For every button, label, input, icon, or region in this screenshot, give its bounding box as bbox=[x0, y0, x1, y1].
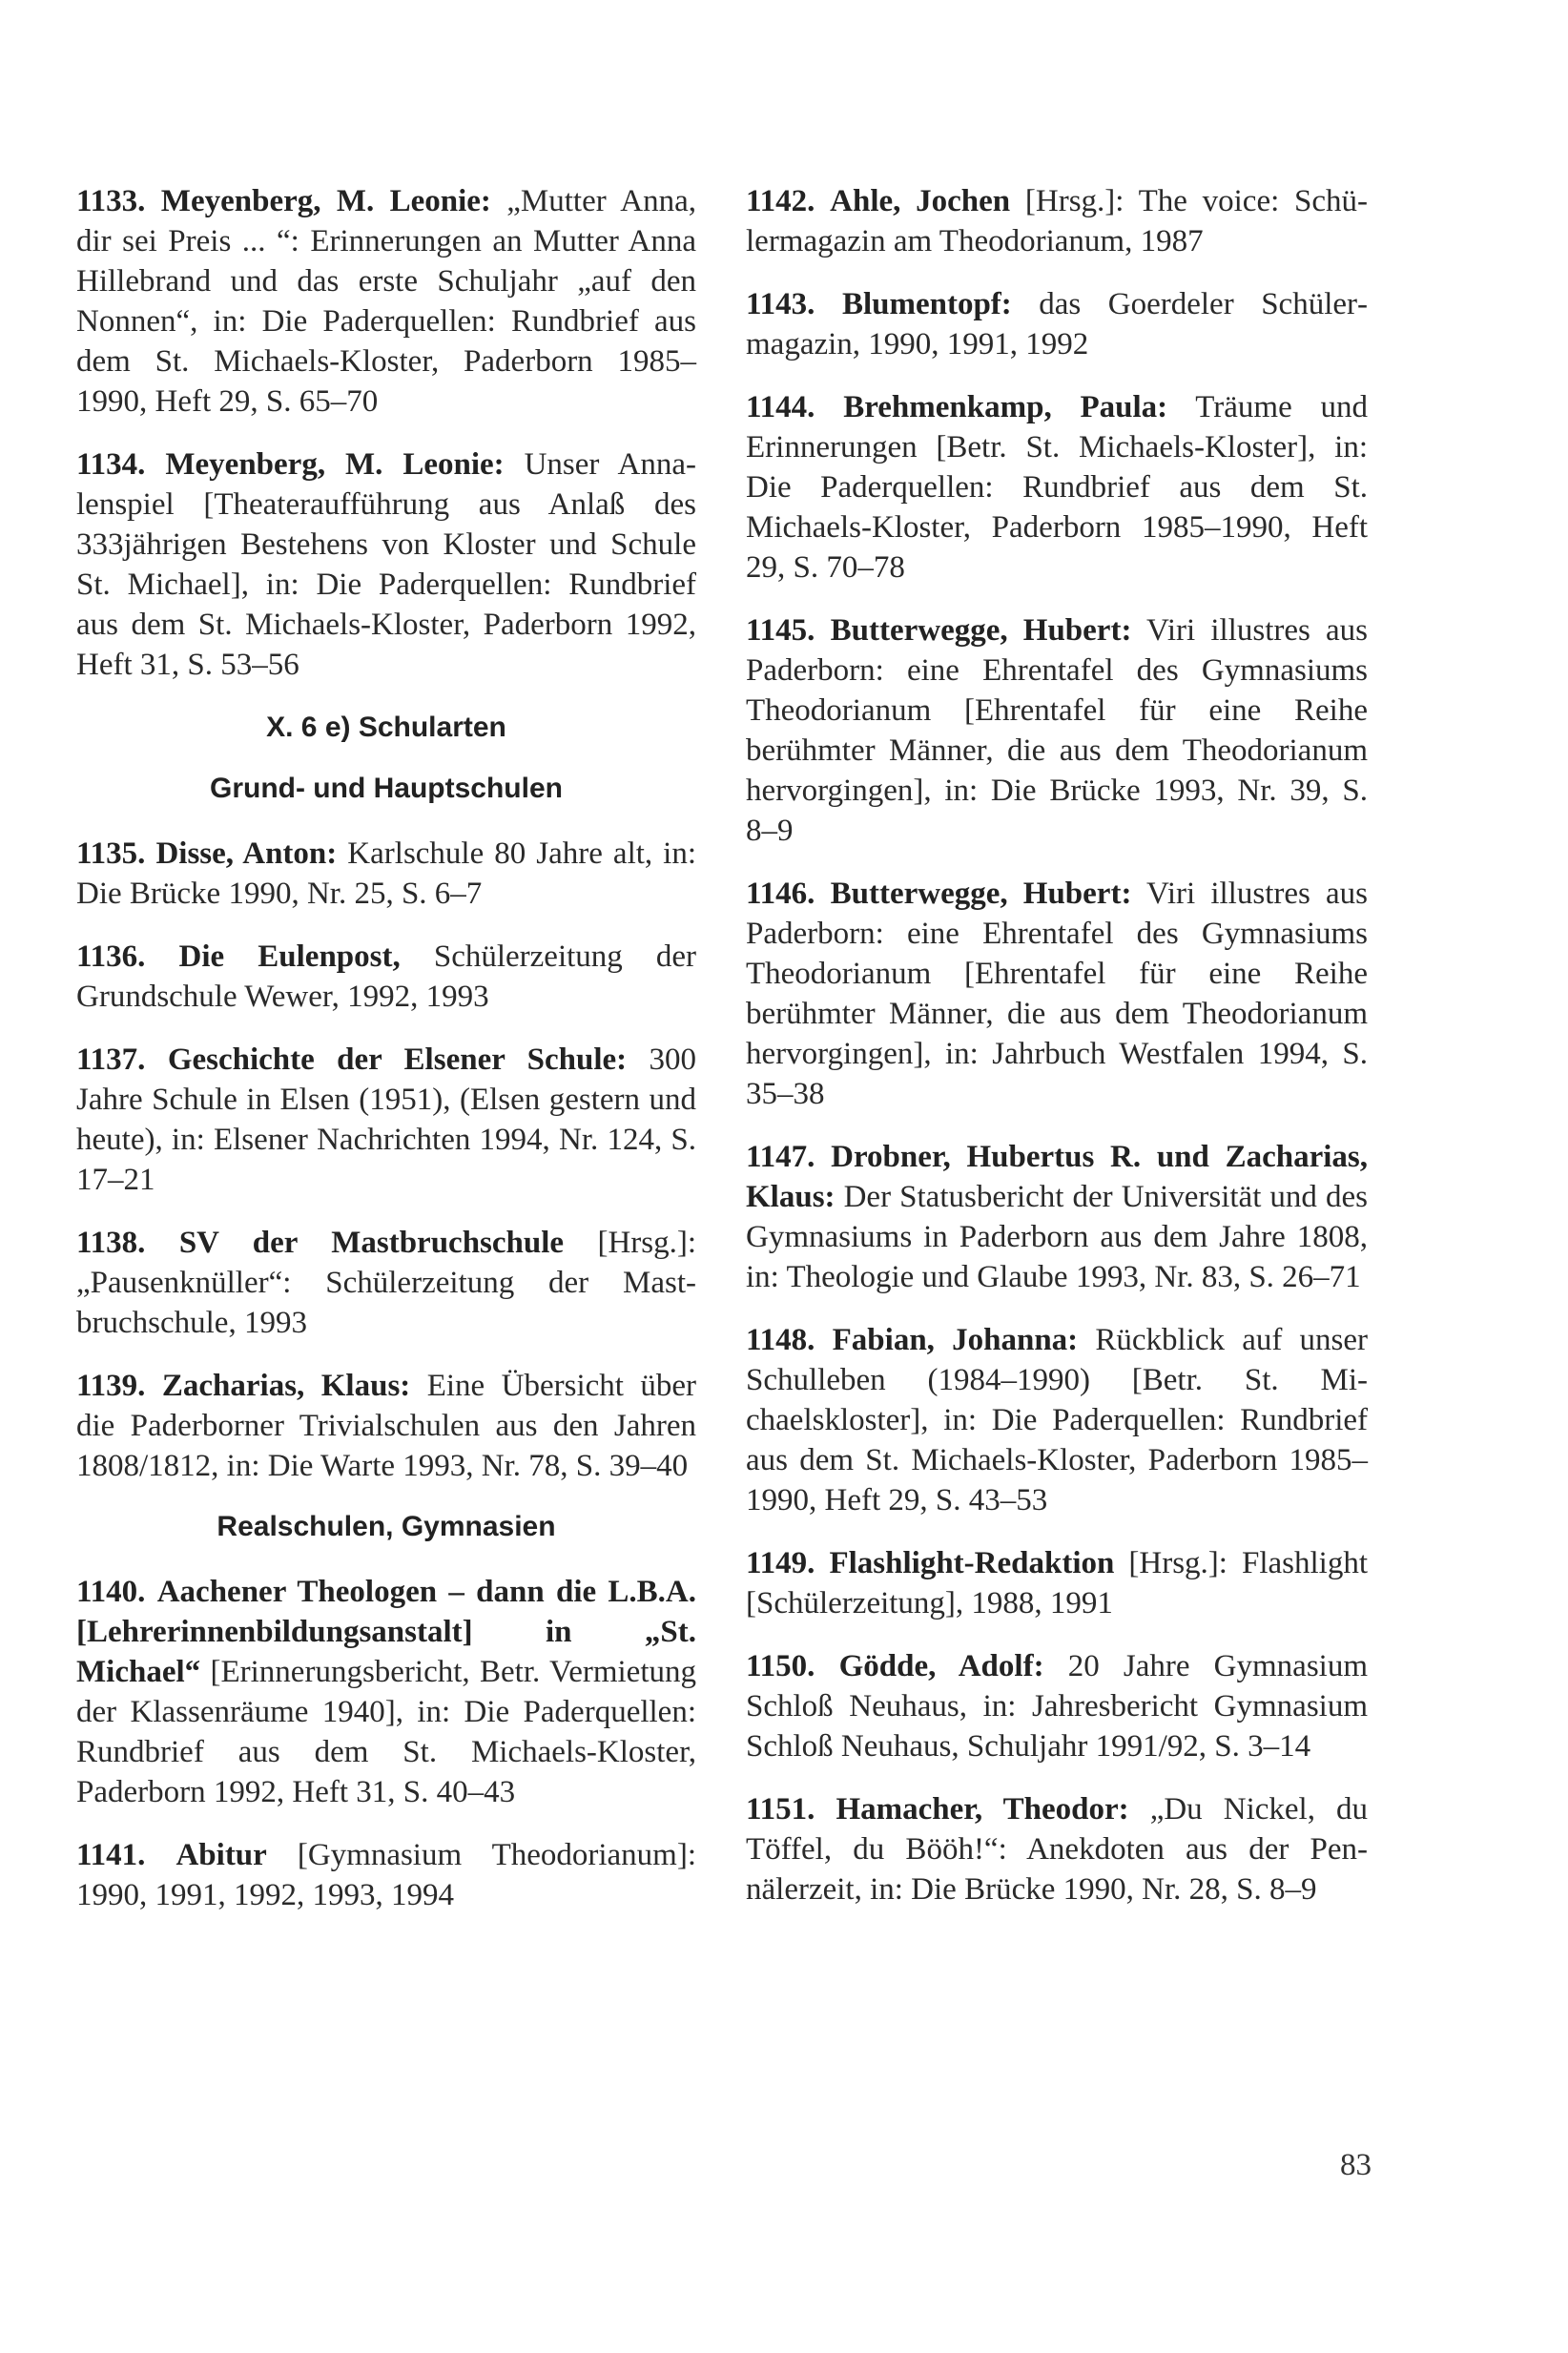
entry-text: [Hrsg.]: Flashlight [Schülerzeitung], 1988, 1991 bbox=[746, 1546, 1368, 1620]
bibliography-entry bbox=[76, 444, 696, 685]
entry-text: Der Statusbericht der Universität und des Gymnasiums in Paderborn aus dem Jahre 1808, in: Theologie und Glaube 1993, Nr. 83, S. 26–71 bbox=[746, 1180, 1368, 1294]
entry-text: 20 Jahre Gymnasium Schloß Neuhaus, in: Jahresbericht Gymnasium Schloß Neuhaus, Schuljahr 1991/92, S. 3–14 bbox=[746, 1649, 1369, 1764]
bibliography-entry bbox=[746, 1320, 1368, 1520]
bibliography-entry bbox=[746, 874, 1368, 1114]
entry-author: Disse, Anton: bbox=[155, 836, 338, 871]
entry-text: Träume und Erinnerungen [Betr. St. Michaels-Kloster], in: Die Paderquellen: Rundbrief aus dem St. Michaels-Kloster, Paderborn 1985–1990, Heft 29, S. 70–78 bbox=[746, 390, 1369, 585]
entry-author: Ahle, Jochen bbox=[830, 184, 1011, 218]
entry-author: Geschichte der Elsener Schule: bbox=[167, 1042, 628, 1077]
entry-author: Aachener Theologen – dann die L.B.A. [Lehrerinnenbildungsanstalt] in „St. Michael“ bbox=[76, 1575, 697, 1689]
entry-author: Zacharias, Klaus: bbox=[161, 1369, 411, 1403]
entry-author: Meyenberg, M. Leonie: bbox=[160, 184, 491, 218]
entry-author: Brehmenkamp, Paula: bbox=[843, 390, 1168, 424]
bibliography-entry bbox=[76, 1835, 696, 1915]
entry-text: 300 Jahre Schule in Elsen (1951), (Elsen gestern und heute), in: Elsener Nachrichten 1994, Nr. 124, S. 17–21 bbox=[76, 1042, 697, 1197]
entry-author: Blumentopf: bbox=[841, 287, 1012, 321]
entry-number: 1138. bbox=[76, 1226, 146, 1260]
entries-group bbox=[76, 1572, 696, 1915]
entry-author: SV der Mastbruchschule bbox=[178, 1226, 565, 1260]
entry-number: 1150. bbox=[746, 1649, 815, 1683]
entry-number: 1134. bbox=[76, 447, 146, 482]
entry-author: Butterwegge, Hubert: bbox=[830, 613, 1132, 648]
bibliography-entry bbox=[76, 1223, 696, 1343]
sub-heading-grund-hauptschulen: Grund- und Hauptschulen bbox=[210, 773, 563, 804]
entry-number: 1135. bbox=[76, 836, 146, 871]
entry-author: Gödde, Adolf: bbox=[838, 1649, 1044, 1683]
entry-author: Meyenberg, M. Leonie: bbox=[165, 447, 505, 482]
bibliography-entry bbox=[746, 1789, 1368, 1909]
sub-heading-realschulen-gymnasien: Realschulen, Gymnasien bbox=[217, 1511, 556, 1542]
bibliography-entry bbox=[746, 1543, 1368, 1623]
entry-number: 1144. bbox=[746, 390, 815, 424]
entry-number: 1147. bbox=[746, 1140, 815, 1174]
entry-author: Fabian, Johanna: bbox=[832, 1323, 1079, 1357]
entry-number: 1148. bbox=[746, 1323, 815, 1357]
bibliography-entry bbox=[76, 1040, 696, 1200]
bibliography-entry bbox=[746, 284, 1368, 364]
page-number: 83 bbox=[1340, 2148, 1372, 2182]
bibliography-entry bbox=[746, 610, 1368, 851]
entry-text: Rückblick auf unser Schulleben (1984–1990) [Betr. St. Michaelskloster], in: Die Paderquellen: Rundbrief aus dem St. Michaels-Kloster, Paderborn 1985–1990, Heft 29, S. 43–53 bbox=[746, 1323, 1369, 1517]
right-column bbox=[746, 181, 1368, 1932]
bibliography-entry bbox=[76, 834, 696, 914]
entry-number: 1145. bbox=[746, 613, 815, 648]
bibliography-entry bbox=[746, 1646, 1368, 1766]
entry-text: „Du Nickel, du Töffel, du Bööh!“: Anekdoten aus der Pennälerzeit, in: Die Brücke 1990, Nr. 28, S. 8–9 bbox=[746, 1792, 1369, 1907]
entry-number: 1143. bbox=[746, 287, 815, 321]
entry-author: Hamacher, Theodor: bbox=[836, 1792, 1129, 1827]
entry-text: Viri illustres aus Paderborn: eine Ehrentafel des Gymnasiums Theodorianum [Ehrentafel für eine Reihe berühmter Männer, die aus dem Theodorianum hervorgingen], in: Die Brücke 1993, Nr. 39, S. 8–9 bbox=[746, 613, 1368, 848]
entry-text: Unser Annalenspiel [Theateraufführung aus Anlaß des 333jährigen Bestehens von Kloster und Schule St. Michael], in: Die Paderquellen: Rundbrief aus dem St. Michaels-Kloster, Paderborn 1992, Heft 31, S. 53–56 bbox=[76, 447, 696, 682]
entry-number: 1136. bbox=[76, 939, 146, 974]
left-column bbox=[76, 181, 696, 1938]
entry-text: Viri illustres aus Paderborn: eine Ehrentafel des Gymnasiums Theodorianum [Ehrentafel für eine Reihe berühmter Männer, die aus dem Theodorianum hervorgingen], in: Jahrbuch Westfalen 1994, S. 35–38 bbox=[746, 877, 1368, 1111]
bibliography-entry bbox=[746, 1137, 1368, 1297]
bibliography-entry bbox=[746, 387, 1368, 588]
bibliography-entry bbox=[746, 181, 1368, 261]
bibliography-entry bbox=[76, 937, 696, 1017]
bibliography-entry bbox=[76, 1366, 696, 1486]
entry-number: 1146. bbox=[746, 877, 815, 911]
entry-text: [Hrsg.]: „Pausenknüller“: Schülerzeitung der Mastbruchschule, 1993 bbox=[76, 1226, 697, 1340]
section-heading: X. 6 e) Schularten bbox=[266, 712, 506, 743]
entries-group bbox=[746, 181, 1368, 1909]
entry-number: 1133. bbox=[76, 184, 146, 218]
entry-author: Die Eulenpost, bbox=[178, 939, 401, 974]
entry-text: [Gymnasium Theodorianum]: 1990, 1991, 1992, 1993, 1994 bbox=[76, 1838, 697, 1912]
entry-number: 1142. bbox=[746, 184, 815, 218]
entry-text: [Erinnerungsbericht, Betr. Vermietung der Klassenräume 1940], in: Die Paderquellen: Rundbrief aus dem St. Michaels-Kloster, Paderborn 1992, Heft 31, S. 40–43 bbox=[76, 1655, 696, 1809]
entry-number: 1149. bbox=[746, 1546, 815, 1580]
entry-text: das Goerdeler Schülermagazin, 1990, 1991, 1992 bbox=[746, 287, 1368, 361]
entry-text: Schülerzeitung der Grundschule Wewer, 1992, 1993 bbox=[76, 939, 697, 1014]
entries-group bbox=[76, 181, 696, 685]
bibliography-entry bbox=[76, 1572, 696, 1812]
entry-author: Butterwegge, Hubert: bbox=[830, 877, 1132, 911]
entry-number: 1140. bbox=[76, 1575, 146, 1609]
entry-text: Eine Übersicht über die Paderborner Trivialschulen aus den Jahren 1808/1812, in: Die Warte 1993, Nr. 78, S. 39–40 bbox=[76, 1369, 697, 1483]
entry-number: 1137. bbox=[76, 1042, 146, 1077]
entry-text: Karlschule 80 Jahre alt, in: Die Brücke 1990, Nr. 25, S. 6–7 bbox=[76, 836, 697, 911]
entry-text: „Mutter Anna, dir sei Preis ... “: Erinnerungen an Mutter Anna Hillebrand und das erste Schuljahr „auf den Nonnen“, in: Die Paderquellen: Rundbrief aus dem St. Michaels-Kloster, Paderborn 1985–1990, Heft 29, S. 65–70 bbox=[76, 184, 697, 419]
entry-number: 1151. bbox=[746, 1792, 815, 1827]
bibliography-entry bbox=[76, 181, 696, 422]
entry-number: 1139. bbox=[76, 1369, 146, 1403]
entry-author: Drobner, Hubertus R. und Zacharias, Klaus: bbox=[746, 1140, 1369, 1214]
entry-author: Abitur bbox=[175, 1838, 267, 1872]
entry-text: [Hrsg.]: The voice: Schülermagazin am Theodorianum, 1987 bbox=[746, 184, 1368, 258]
entry-number: 1141. bbox=[76, 1838, 146, 1872]
entry-author: Flashlight-Redaktion bbox=[829, 1546, 1115, 1580]
entries-group bbox=[76, 834, 696, 1486]
